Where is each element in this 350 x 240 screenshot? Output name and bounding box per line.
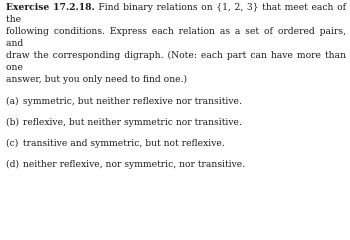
part-d-text: neither reflexive, nor symmetric, nor transitive. (22, 159, 246, 170)
exercise-intro-line-3: draw the corresponding digraph. (Note: each part can have more than one (6, 50, 346, 73)
exercise-statement (6, 2, 346, 86)
part-c (6, 138, 346, 150)
part-b (6, 117, 346, 129)
part-a-tag: (a) (6, 96, 19, 107)
part-c-tag: (c) (6, 138, 19, 149)
exercise-intro-line-2: following conditions. Express each relation as a set of ordered pairs, and (6, 26, 346, 49)
part-a (6, 96, 346, 108)
part-d (6, 159, 346, 171)
part-a-text: symmetric, but neither reflexive nor transitive. (22, 96, 242, 107)
part-b-tag: (b) (6, 117, 20, 128)
part-c-text: transitive and symmetric, but not reflexive. (22, 138, 225, 149)
exercise-intro-line-1: Find binary relations on {1, 2, 3} that meet each of the (6, 2, 346, 25)
part-b-text: reflexive, but neither symmetric nor transitive. (22, 117, 242, 128)
part-d-tag: (d) (6, 159, 20, 170)
parts-list (6, 96, 346, 171)
exercise-label: Exercise 17.2.18. (6, 2, 95, 13)
exercise-intro-line-4: answer, but you only need to find one.) (6, 74, 188, 85)
exercise-block (6, 2, 346, 180)
